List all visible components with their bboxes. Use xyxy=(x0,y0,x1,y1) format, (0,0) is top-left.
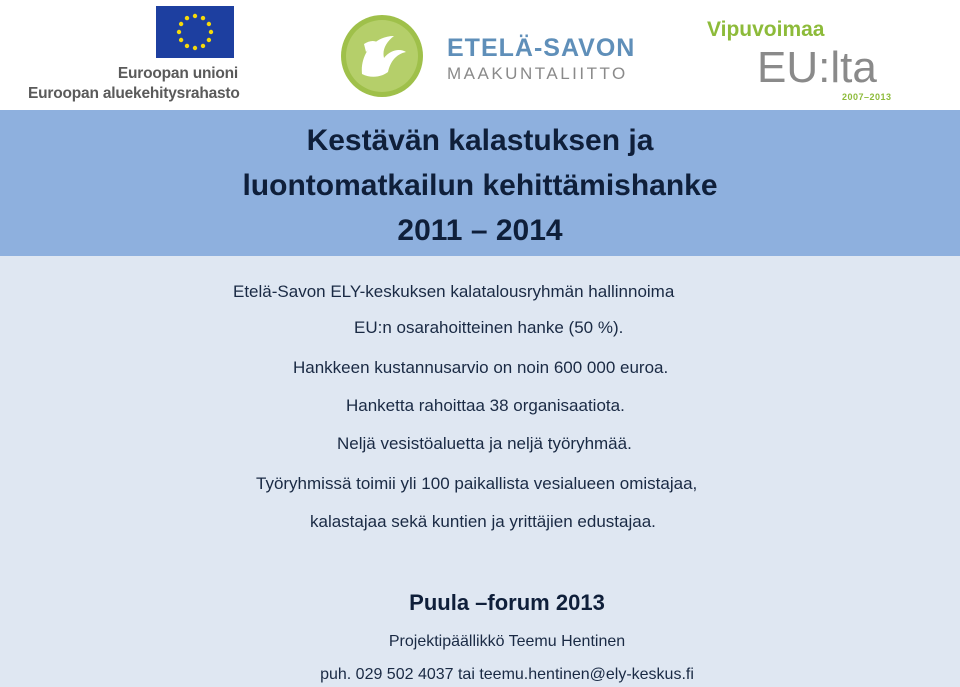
body-line-6: Työryhmissä toimii yli 100 paikallista vesialueen omistajaa, xyxy=(256,474,698,493)
title-line-3: 2011 – 2014 xyxy=(397,214,563,247)
eu-logo-text xyxy=(28,64,238,104)
body-line-3: Hankkeen kustannusarvio on noin 600 000 euroa. xyxy=(293,358,669,377)
logo-bar xyxy=(0,0,960,110)
etela-savo-emblem-icon xyxy=(340,14,424,98)
eu-stars-icon xyxy=(156,6,234,58)
title-line-1: Kestävän kalastuksen ja xyxy=(306,124,654,157)
vipuvoimaa-top: Vipuvoimaa xyxy=(707,18,825,41)
body-line-7: kalastajaa sekä kuntien ja yrittäjien edustajaa. xyxy=(310,512,656,531)
body-line-2: EU:n osarahoitteinen hanke (50 %). xyxy=(354,318,624,337)
title-line-2: luontomatkailun kehittämishanke xyxy=(242,169,718,202)
vipuvoimaa-years: 2007–2013 xyxy=(842,92,892,102)
eu-logo-line1: Euroopan unioni xyxy=(117,65,238,82)
etela-savo-name: ETELÄ-SAVON xyxy=(447,34,636,62)
event-title: Puula –forum 2013 xyxy=(409,590,605,615)
contact-info: puh. 029 502 4037 tai teemu.hentinen@ely-keskus.fi xyxy=(320,666,694,683)
page-title xyxy=(0,118,960,253)
body-line-4: Hanketta rahoittaa 38 organisaatiota. xyxy=(346,396,625,415)
vipuvoimaa-main: EU:lta xyxy=(757,43,877,92)
contact-role: Projektipäällikkö Teemu Hentinen xyxy=(388,633,626,650)
eu-logo-line2: Euroopan aluekehitysrahasto xyxy=(28,85,240,102)
etela-savo-sub: MAAKUNTALIITTO xyxy=(447,64,628,83)
body-line-1: Etelä-Savon ELY-keskuksen kalatalousryhmän hallinnoima xyxy=(233,282,675,301)
eu-flag-icon xyxy=(156,6,234,58)
body-line-5: Neljä vesistöaluetta ja neljä työryhmää. xyxy=(337,434,632,453)
